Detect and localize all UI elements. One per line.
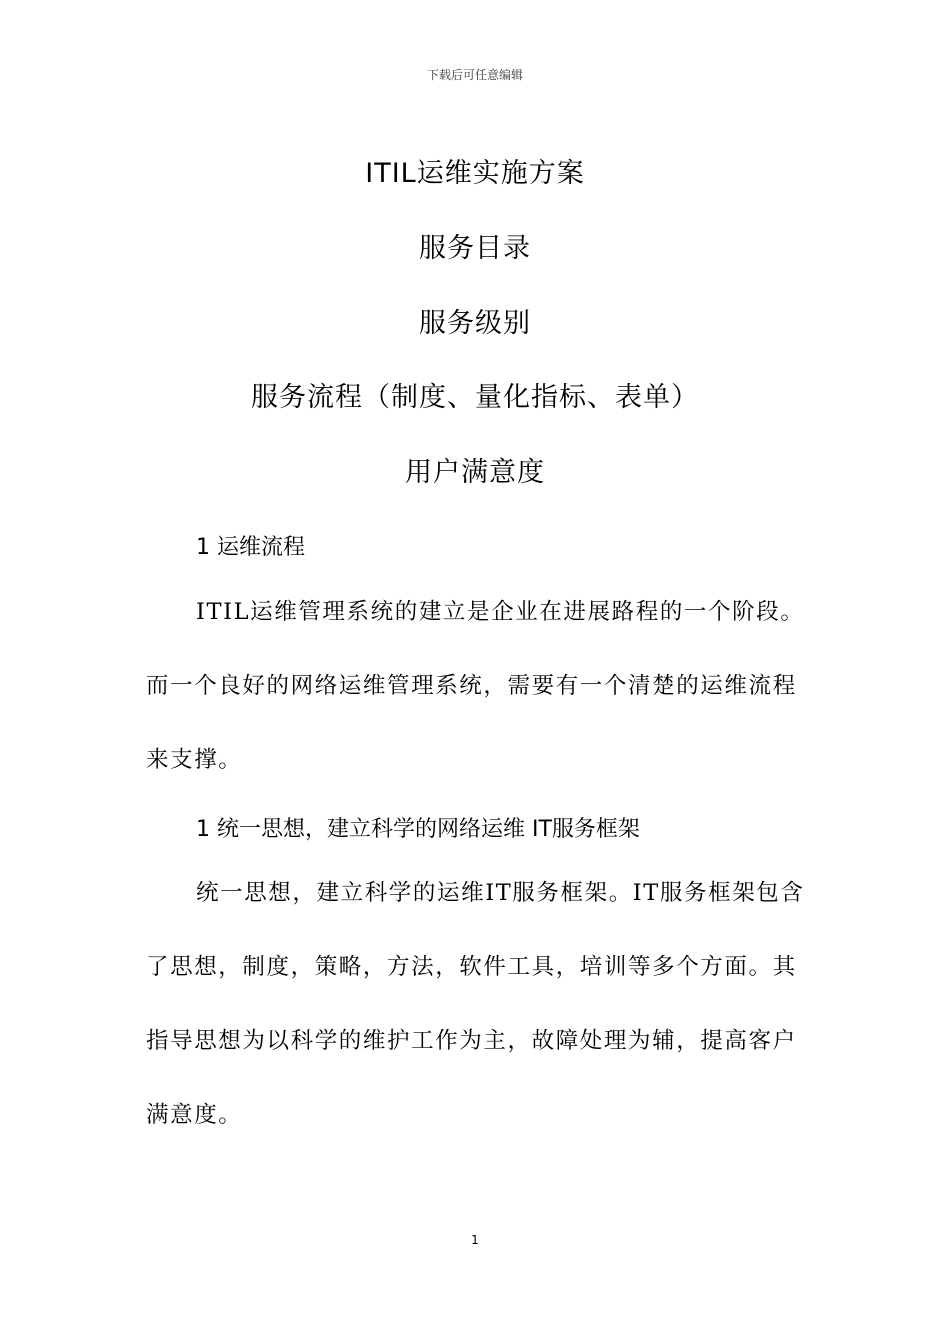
title-service-process: 服务流程（制度、量化指标、表单） [251, 382, 699, 413]
title-service-catalog: 服务目录 [419, 233, 531, 264]
page-number: 1 [471, 1233, 479, 1247]
section-heading-it-service-framework: 1 统一思想，建立科学的网络运维 IT服务框架 [196, 817, 640, 842]
paragraph-ops-process: ITIL运维管理系统的建立是企业在进展路程的一个阶段。而一个良好的网络运维管理系统，需要有一个清楚的运维流程来支撑。 [146, 599, 805, 773]
title-user-satisfaction: 用户满意度 [405, 457, 545, 488]
title-service-level: 服务级别 [419, 308, 531, 339]
paragraph-it-service-framework: 统一思想，建立科学的运维IT服务框架。IT服务框架包含了思想，制度，策略，方法，软件工具，培训等多个方面。其指导思想为以科学的维护工作为主，故障处理为辅，提高客户满意度。 [146, 880, 805, 1128]
page-header-note: 下载后可任意编辑 [426, 68, 523, 82]
section-heading-ops-process: 1 运维流程 [196, 535, 305, 560]
document-title: ITIL运维实施方案 [365, 158, 585, 189]
